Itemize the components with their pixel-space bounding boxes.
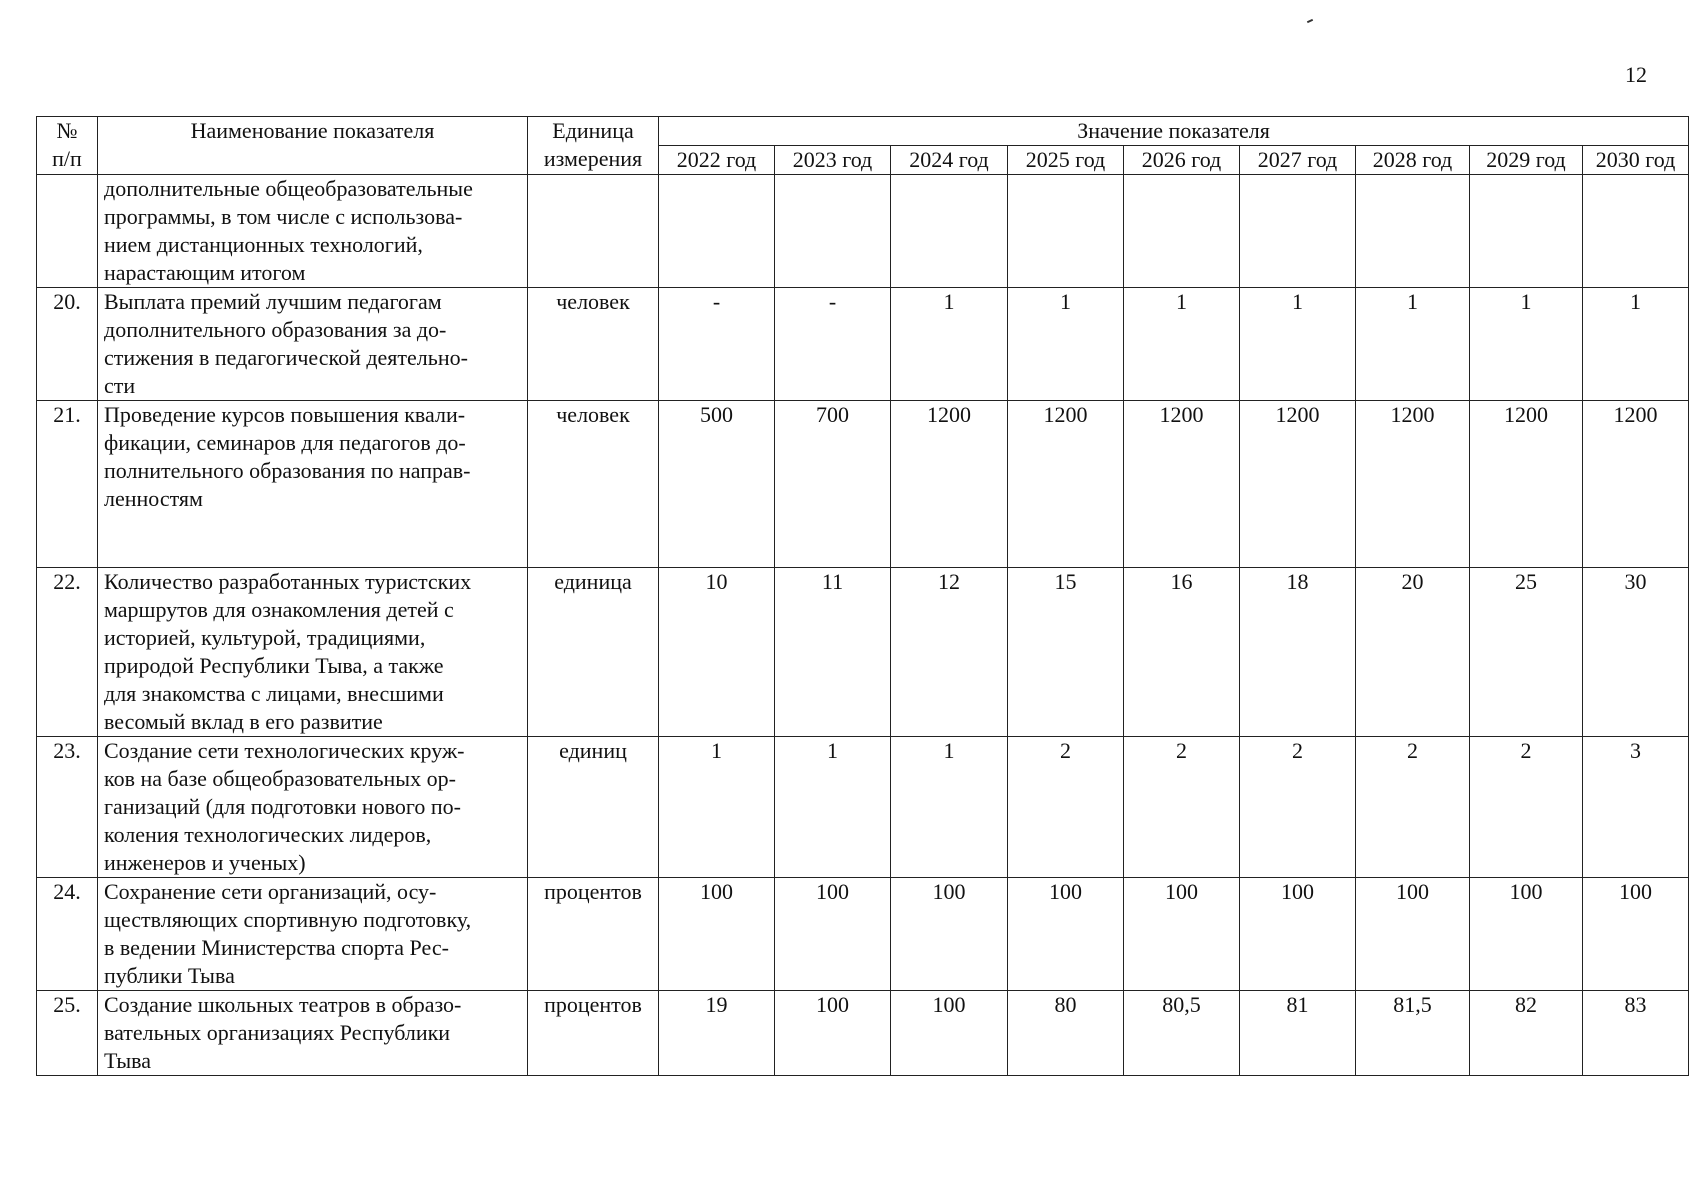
cell-name-line: Выплата премий лучшим педагогам — [104, 289, 442, 314]
cell-num — [37, 175, 98, 288]
cell-value: 80 — [1008, 991, 1124, 1076]
cell-value: 80,5 — [1124, 991, 1240, 1076]
cell-num: 24. — [37, 878, 98, 991]
cell-value: 19 — [659, 991, 775, 1076]
cell-name-line: Количество разработанных туристских — [104, 569, 472, 594]
cell-value: 1200 — [1240, 401, 1356, 568]
header-unit-line1: Единица — [552, 118, 634, 143]
cell-value: 2 — [1470, 737, 1583, 878]
header-year: 2024 год — [891, 146, 1008, 175]
cell-value: 100 — [1356, 878, 1470, 991]
cell-name-line: коления технологических лидеров, — [104, 822, 432, 847]
cell-value: 30 — [1583, 568, 1689, 737]
cell-unit: процентов — [528, 878, 659, 991]
cell-name-line: нарастающим итогом — [104, 260, 306, 285]
cell-value: 100 — [891, 878, 1008, 991]
table-row-continuation — [37, 175, 1689, 288]
cell-value: 1 — [1240, 288, 1356, 401]
cell-name — [98, 401, 528, 568]
cell-value: 81 — [1240, 991, 1356, 1076]
cell-value: 1 — [659, 737, 775, 878]
cell-value — [1240, 175, 1356, 288]
cell-value: 81,5 — [1356, 991, 1470, 1076]
header-num-line1: № — [56, 118, 78, 143]
cell-value: 1 — [891, 288, 1008, 401]
cell-value: 3 — [1583, 737, 1689, 878]
cell-value: 1 — [1583, 288, 1689, 401]
cell-name-line: сти — [104, 373, 136, 398]
cell-name-line: Проведение курсов повышения квали- — [104, 402, 466, 427]
cell-name-line: полнительного образования по направ- — [104, 458, 471, 483]
cell-value: 2 — [1008, 737, 1124, 878]
table-row — [37, 288, 1689, 401]
cell-value: 100 — [1470, 878, 1583, 991]
cell-name-line: Тыва — [104, 1048, 151, 1073]
cell-name-line: природой Республики Тыва, а также — [104, 653, 444, 678]
stray-mark — [1307, 19, 1313, 23]
cell-value: 18 — [1240, 568, 1356, 737]
table-row — [37, 568, 1689, 737]
header-num-line2: п/п — [52, 146, 82, 171]
cell-value: 1200 — [1008, 401, 1124, 568]
cell-name-line: стижения в педагогической деятельно- — [104, 345, 468, 370]
cell-num: 22. — [37, 568, 98, 737]
cell-value — [775, 175, 891, 288]
cell-value: 1200 — [891, 401, 1008, 568]
table-row — [37, 401, 1689, 568]
header-year: 2025 год — [1008, 146, 1124, 175]
cell-name-line: дополнительные общеобразовательные — [104, 176, 473, 201]
cell-value: - — [775, 288, 891, 401]
cell-value — [891, 175, 1008, 288]
cell-value — [1583, 175, 1689, 288]
table-row — [37, 991, 1689, 1076]
header-year: 2026 год — [1124, 146, 1240, 175]
cell-name-line: в ведении Министерства спорта Рес- — [104, 935, 449, 960]
cell-unit: единиц — [528, 737, 659, 878]
cell-unit: человек — [528, 288, 659, 401]
cell-value: 100 — [775, 878, 891, 991]
cell-name-line: публики Тыва — [104, 963, 235, 988]
cell-value — [1124, 175, 1240, 288]
cell-name-line: весомый вклад в его развитие — [104, 709, 383, 734]
cell-value: 20 — [1356, 568, 1470, 737]
cell-value: 700 — [775, 401, 891, 568]
cell-value: 10 — [659, 568, 775, 737]
cell-value: 1200 — [1124, 401, 1240, 568]
cell-value — [1008, 175, 1124, 288]
cell-value: 15 — [1008, 568, 1124, 737]
cell-name — [98, 991, 528, 1076]
header-year: 2023 год — [775, 146, 891, 175]
cell-value: 11 — [775, 568, 891, 737]
table-body — [37, 175, 1689, 1076]
cell-value: 1 — [1470, 288, 1583, 401]
cell-value: 100 — [1124, 878, 1240, 991]
cell-value: 100 — [775, 991, 891, 1076]
header-year: 2029 год — [1470, 146, 1583, 175]
cell-value: 25 — [1470, 568, 1583, 737]
cell-value — [659, 175, 775, 288]
cell-name-line: дополнительного образования за до- — [104, 317, 447, 342]
header-year: 2027 год — [1240, 146, 1356, 175]
cell-unit: человек — [528, 401, 659, 568]
cell-value: 2 — [1240, 737, 1356, 878]
cell-value: 1200 — [1583, 401, 1689, 568]
cell-name-line: Создание сети технологических круж- — [104, 738, 465, 763]
cell-value: 100 — [891, 991, 1008, 1076]
cell-num: 20. — [37, 288, 98, 401]
header-values-group: Значение показателя — [659, 117, 1689, 146]
cell-value: 1200 — [1470, 401, 1583, 568]
cell-value — [1470, 175, 1583, 288]
header-year: 2022 год — [659, 146, 775, 175]
cell-value — [1356, 175, 1470, 288]
cell-value: 1 — [1124, 288, 1240, 401]
cell-value: - — [659, 288, 775, 401]
cell-name-line: историей, культурой, традициями, — [104, 625, 426, 650]
cell-name-line: ленностям — [104, 486, 203, 511]
cell-value: 12 — [891, 568, 1008, 737]
cell-value: 1 — [891, 737, 1008, 878]
cell-name — [98, 737, 528, 878]
cell-num: 21. — [37, 401, 98, 568]
cell-name-line: для знакомства с лицами, внесшими — [104, 681, 444, 706]
table-row — [37, 878, 1689, 991]
cell-name — [98, 175, 528, 288]
cell-name-line: Сохранение сети организаций, осу- — [104, 879, 437, 904]
cell-name — [98, 288, 528, 401]
cell-value: 100 — [1583, 878, 1689, 991]
cell-name-line: Создание школьных театров в образо- — [104, 992, 462, 1017]
cell-value: 1200 — [1356, 401, 1470, 568]
cell-name-line: фикации, семинаров для педагогов до- — [104, 430, 466, 455]
cell-value: 100 — [1240, 878, 1356, 991]
cell-name — [98, 878, 528, 991]
header-unit — [528, 117, 659, 175]
header-name: Наименование показателя — [98, 117, 528, 175]
cell-value: 1 — [775, 737, 891, 878]
cell-name-line: маршрутов для ознакомления детей с — [104, 597, 454, 622]
header-year: 2028 год — [1356, 146, 1470, 175]
header-num — [37, 117, 98, 175]
cell-name — [98, 568, 528, 737]
cell-name-line: инженеров и ученых) — [104, 850, 306, 875]
cell-value: 83 — [1583, 991, 1689, 1076]
header-year: 2030 год — [1583, 146, 1689, 175]
page-number: 12 — [1625, 62, 1647, 87]
table-row — [37, 737, 1689, 878]
cell-name-line: нием дистанционных технологий, — [104, 232, 423, 257]
cell-unit — [528, 175, 659, 288]
header-unit-line2: измерения — [543, 146, 643, 171]
cell-value: 2 — [1124, 737, 1240, 878]
cell-name-line: ществляющих спортивную подготовку, — [104, 907, 472, 932]
cell-value: 500 — [659, 401, 775, 568]
cell-value: 100 — [1008, 878, 1124, 991]
cell-value: 16 — [1124, 568, 1240, 737]
cell-value: 82 — [1470, 991, 1583, 1076]
cell-value: 1 — [1356, 288, 1470, 401]
cell-num: 25. — [37, 991, 98, 1076]
cell-value: 2 — [1356, 737, 1470, 878]
cell-name-line: программы, в том числе с использова- — [104, 204, 463, 229]
cell-name-line: ганизаций (для подготовки нового по- — [104, 794, 462, 819]
cell-name-line: вательных организациях Республики — [104, 1020, 451, 1045]
cell-unit: единица — [528, 568, 659, 737]
cell-unit: процентов — [528, 991, 659, 1076]
cell-value: 100 — [659, 878, 775, 991]
cell-num: 23. — [37, 737, 98, 878]
cell-value: 1 — [1008, 288, 1124, 401]
indicators-table — [36, 116, 1689, 1076]
cell-name-line: ков на базе общеобразовательных ор- — [104, 766, 456, 791]
